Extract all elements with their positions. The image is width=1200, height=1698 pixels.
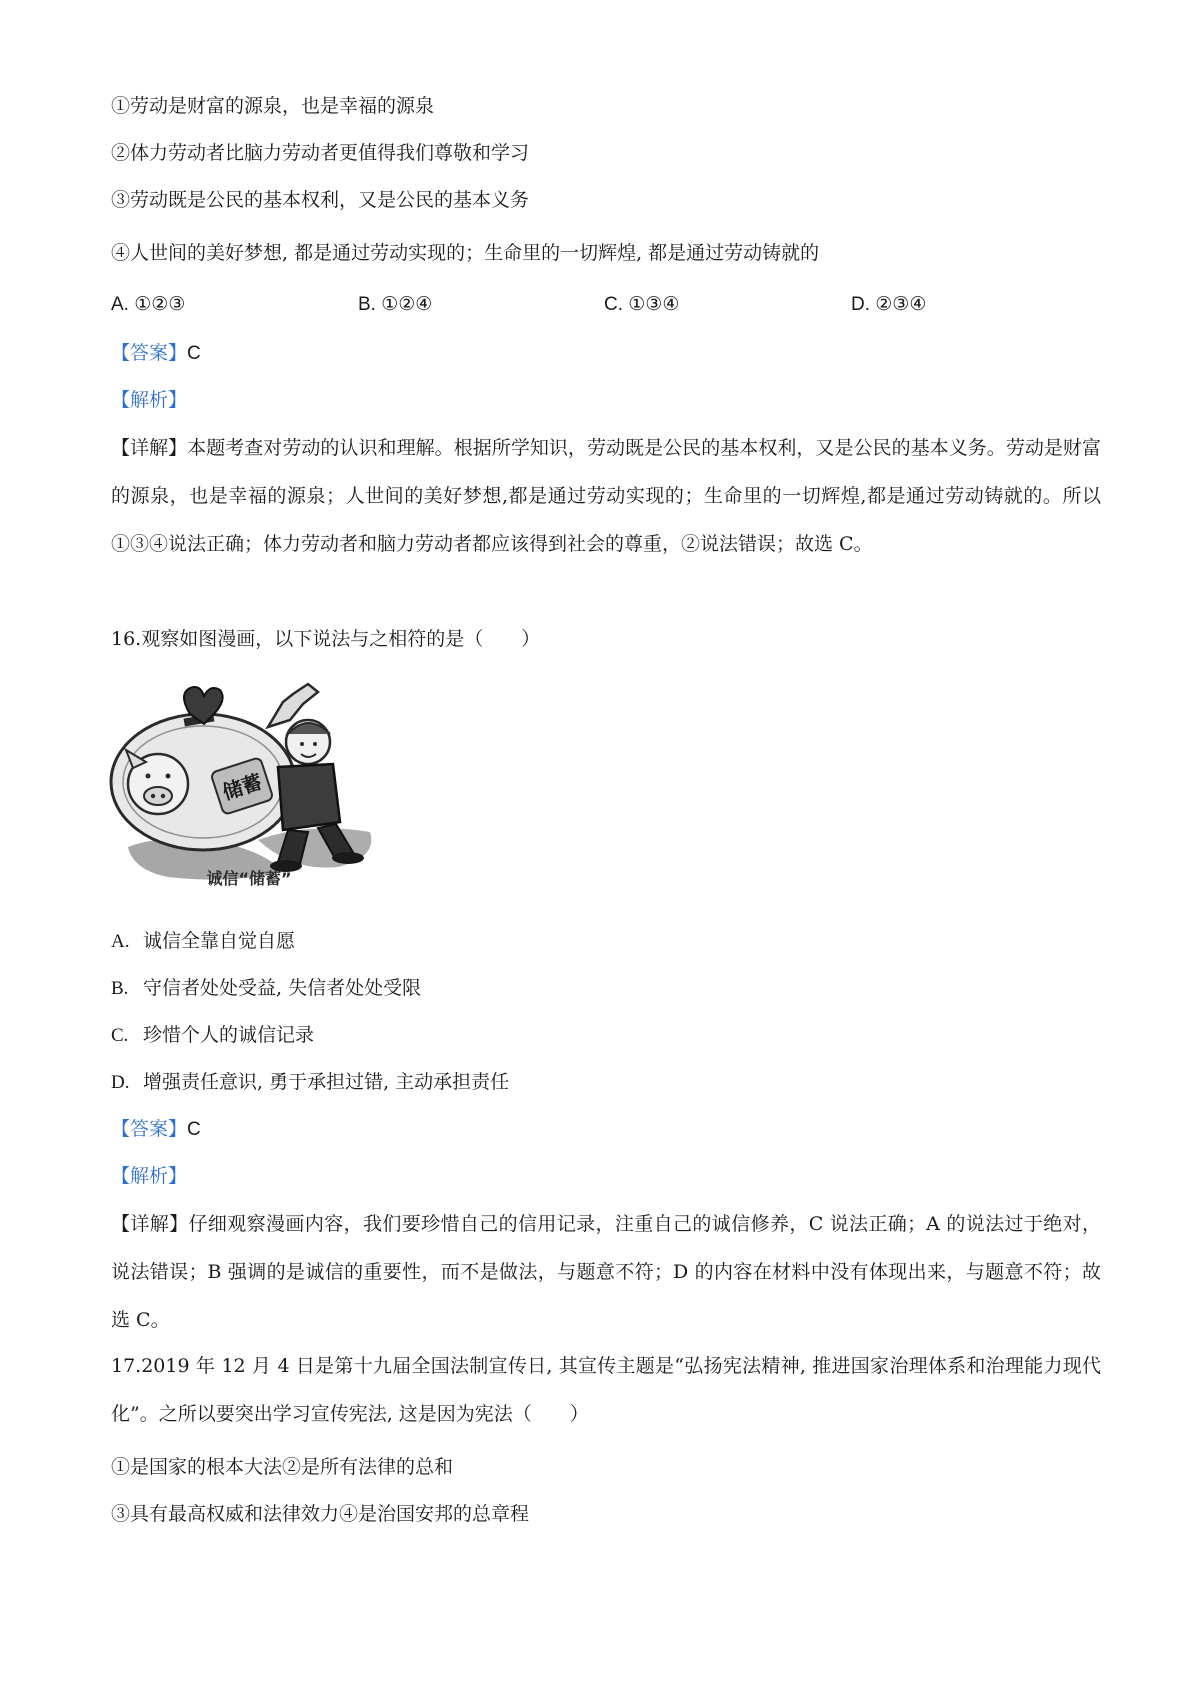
q15-statement-4: ④人世间的美好梦想, 都是通过劳动实现的；生命里的一切辉煌, 都是通过劳动铸就的 xyxy=(111,242,820,264)
q16-option-d: D. 增强责任意识, 勇于承担过错, 主动承担责任 xyxy=(111,1071,510,1093)
q15-statement-2: ②体力劳动者比脑力劳动者更值得我们尊敬和学习 xyxy=(111,142,530,164)
q16-analysis xyxy=(111,1163,187,1189)
q15-statement-1: ①劳动是财富的源泉，也是幸福的源泉 xyxy=(111,95,435,117)
q15-statement-3: ③劳动既是公民的基本权利，又是公民的基本义务 xyxy=(111,189,530,211)
q15-option-a: A. ①②③ xyxy=(111,294,186,315)
q16-answer-value: C xyxy=(187,1119,201,1140)
q16-detail-text: 仔细观察漫画内容，我们要珍惜自己的信用记录，注重自己的诚信修养，C 说法正确；A 的说法过于绝对，说法错误；B 强调的是诚信的重要性，而不是做法，与题意不符；D 的内容在材料中没有体现出来，与题意不符；故选 C。 xyxy=(111,1213,1101,1331)
bank-label: 储蓄 xyxy=(219,769,266,805)
q16-option-b: B. 守信者处处受益, 失信者处处受限 xyxy=(111,977,422,999)
q16-answer xyxy=(111,1116,201,1143)
cartoon-image xyxy=(108,672,390,900)
q16-option-c: C. 珍惜个人的诚信记录 xyxy=(111,1024,315,1046)
q15-analysis xyxy=(111,387,187,413)
q15-detail xyxy=(111,424,1101,568)
q17-question: 17.2019 年 12 月 4 日是第十九届全国法制宣传日, 其宣传主题是“弘扬宪法精神, 推进国家治理体系和治理能力现代化”。之所以要突出学习宣传宪法, 这是因为宪法（ ） xyxy=(111,1355,1101,1425)
q17-statement-2: ③具有最高权威和法律效力④是治国安邦的总章程 xyxy=(111,1503,530,1525)
q16-question: 16.观察如图漫画，以下说法与之相符的是（ ） xyxy=(111,628,541,650)
q15-option-c: C. ①③④ xyxy=(604,294,680,315)
q15-analysis-tag: 【解析】 xyxy=(111,389,188,411)
q15-option-d: D. ②③④ xyxy=(851,294,927,315)
q17-statement-1: ①是国家的根本大法②是所有法律的总和 xyxy=(111,1456,454,1478)
q16-answer-tag: 【答案】 xyxy=(111,1118,188,1140)
q15-detail-text: 本题考查对劳动的认识和理解。根据所学知识，劳动既是公民的基本权利，又是公民的基本义务。劳动是财富的源泉，也是幸福的源泉；人世间的美好梦想,都是通过劳动实现的；生命里的一切辉煌,都是通过劳动铸就的。所以①③④说法正确；体力劳动者和脑力劳动者都应该得到社会的尊重，②说法错误；故选 C。 xyxy=(111,437,1101,555)
q16-option-a: A. 诚信全靠自觉自愿 xyxy=(111,930,296,952)
q15-options xyxy=(111,292,1111,318)
cartoon-caption: 诚信“储蓄” xyxy=(206,869,292,888)
q16-detail-tag: 【详解】 xyxy=(111,1213,189,1235)
q16-analysis-tag: 【解析】 xyxy=(111,1165,188,1187)
q15-option-b: B. ①②④ xyxy=(358,294,433,315)
q15-answer-value: C xyxy=(187,343,201,364)
q15-detail-tag: 【详解】 xyxy=(111,437,188,459)
man-body xyxy=(278,764,340,830)
q15-answer-tag: 【答案】 xyxy=(111,342,188,364)
q16-detail xyxy=(111,1200,1101,1344)
q15-answer xyxy=(111,340,201,367)
